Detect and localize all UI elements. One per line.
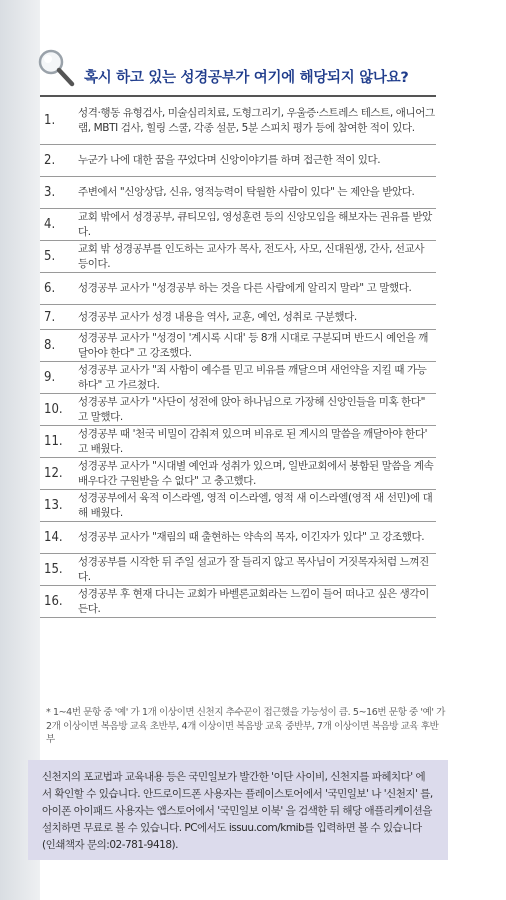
item-number: 14. <box>44 530 63 545</box>
item-text: 성경공부 후 현재 다니는 교회가 바벨론교회라는 느낌이 들어 떠나고 싶은 생각이 든다. <box>78 588 429 615</box>
list-item <box>40 394 436 426</box>
list-item <box>40 554 436 586</box>
item-text: 누군가 나에 대한 꿈을 꾸었다며 신앙이야기를 하며 접근한 적이 있다. <box>78 154 381 167</box>
item-number: 2. <box>44 153 56 168</box>
item-text: 교회 밖에서 성경공부, 큐티모임, 영성훈련 등의 신앙모임을 해보자는 권유를 받았다. <box>78 211 432 238</box>
info-box: 신천지의 포교법과 교육내용 등은 국민일보가 발간한 '이단 사이비, 신천지를 파헤치다' 에서 확인할 수 있습니다. 안드로이드폰 사용자는 플레이스토어에서 '국민일보' 나 '신천지' 를, 아이폰 아이패드 사용자는 앱스토어에서 '국민일보 이북' 을 검색한 뒤 해당 애플리케이션을 설치하면 무료로 볼 수 있습니다. PC에서도 issuu.com/kmib를 입력하면 볼 수 있습니다(인쇄책자 문의:02-781-9418). <box>28 760 448 860</box>
item-number: 11. <box>44 434 63 449</box>
list-item <box>40 330 436 362</box>
item-text: 성경공부 교사가 "사단이 성전에 앉아 하나님으로 가장해 신앙인들을 미혹 한다" 고 말했다. <box>78 396 426 423</box>
item-text: 주변에서 "신앙상담, 신유, 영적능력이 탁월한 사람이 있다" 는 제안을 받았다. <box>78 186 415 199</box>
list-item <box>40 177 436 209</box>
item-text: 성경공부에서 육적 이스라엘, 영적 이스라엘, 영적 새 이스라엘(영적 새 선민)에 대해 배웠다. <box>78 492 433 519</box>
item-text: 성경공부 교사가 "죄 사함이 예수를 믿고 비유를 깨달으며 새언약을 지킬 때 가능하다" 고 가르쳤다. <box>78 364 427 391</box>
list-item <box>40 426 436 458</box>
item-number: 9. <box>44 370 56 385</box>
list-item <box>40 458 436 490</box>
item-number: 4. <box>44 217 56 232</box>
list-item <box>40 209 436 241</box>
list-item <box>40 362 436 394</box>
list-item <box>40 97 436 145</box>
item-number: 13. <box>44 498 63 513</box>
item-text: 성경공부 교사가 "성경이 '계시록 시대' 등 8개 시대로 구분되며 반드시 예언을 깨달아야 한다" 고 강조했다. <box>78 332 429 359</box>
item-number: 8. <box>44 338 56 353</box>
magnifier-icon <box>34 46 78 90</box>
list-item <box>40 522 436 554</box>
item-text: 성경공부를 시작한 뒤 주일 설교가 잘 들리지 않고 목사님이 거짓목자처럼 느껴진다. <box>78 556 429 583</box>
list-item <box>40 273 436 305</box>
item-number: 12. <box>44 466 63 481</box>
list-item <box>40 145 436 177</box>
item-number: 15. <box>44 562 63 577</box>
item-number: 3. <box>44 185 56 200</box>
list-item <box>40 586 436 618</box>
list-item <box>40 490 436 522</box>
item-number: 16. <box>44 594 63 609</box>
header <box>34 46 454 96</box>
footnote: * 1~4번 문항 중 '예' 가 1개 이상이면 신천지 추수꾼이 접근했을 가능성이 큼. 5~16번 문항 중 '예' 가 2개 이상이면 복음방 교육 초반부, 4개 이상이면 복음방 교육 중반부, 7개 이상이면 복음방 교육 후반부 <box>46 707 445 745</box>
item-text: 교회 밖 성경공부를 인도하는 교사가 목사, 전도사, 사모, 신대원생, 간사, 선교사 등이다. <box>78 243 425 270</box>
item-text: 성경공부 교사가 성경 내용을 역사, 교훈, 예언, 성취로 구분했다. <box>78 310 357 323</box>
item-number: 10. <box>44 402 63 417</box>
item-number: 7. <box>44 309 56 325</box>
list-item <box>40 305 436 330</box>
item-text: 성경공부 때 '천국 비밀이 감춰져 있으며 비유로 된 계시의 말씀을 깨달아야 한다' 고 배웠다. <box>78 428 428 455</box>
item-text: 성경공부 교사가 "재림의 때 출현하는 약속의 목자, 이긴자가 있다" 고 강조했다. <box>78 531 425 544</box>
list-item <box>40 241 436 273</box>
item-number: 6. <box>44 281 56 296</box>
page-title: 혹시 하고 있는 성경공부가 여기에 해당되지 않나요? <box>84 70 409 86</box>
item-number: 5. <box>44 249 56 264</box>
item-text: 성격·행동 유형검사, 미술심리치료, 도형그리기, 우울증·스트레스 테스트, 애니어그램, MBTI 검사, 힐링 스쿨, 각종 설문, 5분 스피치 평가 등에 참여한 적이 있다. <box>78 107 435 134</box>
checklist <box>40 95 436 618</box>
item-text: 성경공부 교사가 "성경공부 하는 것을 다른 사람에게 알리지 말라" 고 말했다. <box>78 282 412 295</box>
item-number: 1. <box>44 113 56 128</box>
item-text: 성경공부 교사가 "시대별 예언과 성취가 있으며, 일반교회에서 봉함된 말씀을 계속 배우다간 구원받을 수 없다" 고 충고했다. <box>78 460 434 487</box>
